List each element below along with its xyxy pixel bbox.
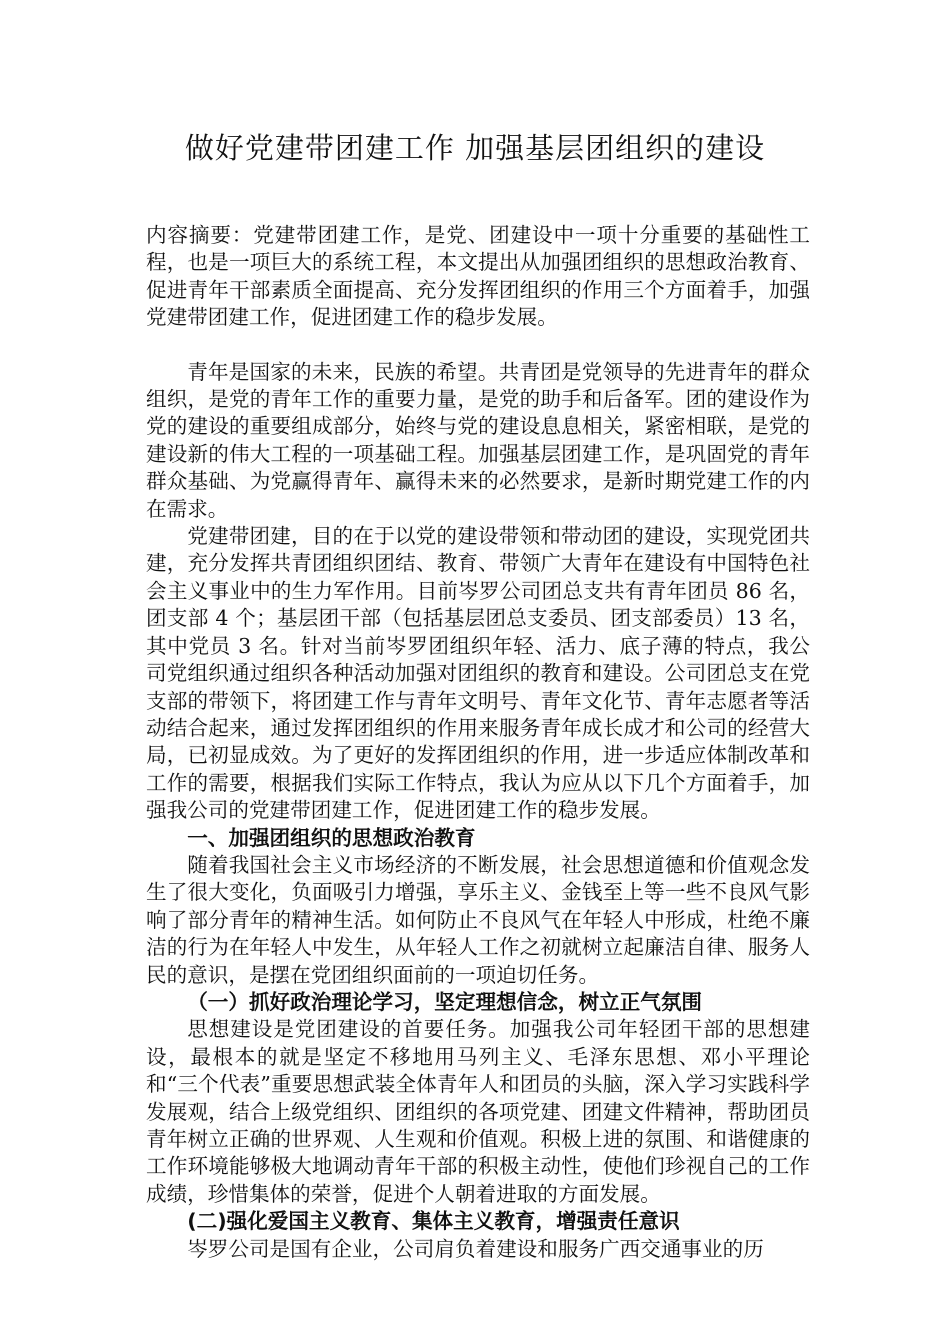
body-paragraph: 岑罗公司是国有企业，公司肩负着建设和服务广西交通事业的历 [187, 1236, 764, 1261]
body-paragraph: 党建带团建，目的在于以党的建设带领和带动团的建设，实现党团共建，充分发挥共青团组织团结、教育、带领广大青年在建设有中国特色社会主义事业中的生力军作用。目前岑罗公司团总支共有青年团员 86 名，团支部 4 个；基层团干部（包括基层团总支委员、团支部委员）13 名，其中党员 3 名。针对当前岑罗团组织年轻、活力、底子薄的特点，我公司党组织通过组织各种活动加强对团组织的教育和建设。公司团总支在党支部的带领下，将团建工作与青年文明号、青年文化节、青年志愿者等活动结合起来，通过发挥团组织的作用来服务青年成长成才和公司的经营大局，已初显成效。为了更好的发挥团组织的作用，进一步适应体制改革和工作的需要，根据我们实际工作特点，我认为应从以下几个方面着手，加强我公司的党建带团建工作，促进团建工作的稳步发展。 [146, 524, 810, 823]
subsection-heading: (二)强化爱国主义教育、集体主义教育，增强责任意识 [187, 1209, 680, 1234]
document-title: 做好党建带团建工作 加强基层团组织的建设 [184, 131, 766, 165]
subsection-heading: （一）抓好政治理论学习，坚定理想信念，树立正气氛围 [187, 989, 703, 1014]
document-body [146, 222, 810, 1263]
section-heading: 一、加强团组织的思想政治教育 [187, 825, 476, 850]
body-paragraph: 随着我国社会主义市场经济的不断发展，社会思想道德和价值观念发生了很大变化，负面吸引力增强，享乐主义、金钱至上等一些不良风气影响了部分青年的精神生活。如何防止不良风气在年轻人中形成，杜绝不廉洁的行为在年轻人中发生，从年轻人工作之初就树立起廉洁自律、服务人民的意识，是摆在党团组织面前的一项迫切任务。 [146, 852, 810, 987]
abstract-paragraph: 内容摘要：党建带团建工作，是党、团建设中一项十分重要的基础性工程，也是一项巨大的系统工程，本文提出从加强团组织的思想政治教育、促进青年干部素质全面提高、充分发挥团组织的作用三个方面着手，加强党建带团建工作，促进团建工作的稳步发展。 [146, 223, 810, 330]
body-paragraph: 青年是国家的未来，民族的希望。共青团是党领导的先进青年的群众组织，是党的青年工作的重要力量，是党的助手和后备军。团的建设作为党的建设的重要组成部分，始终与党的建设息息相关，紧密相联，是党的建设新的伟大工程的一项基础工程。加强基层团建工作，是巩固党的青年群众基础、为党赢得青年、赢得未来的必然要求，是新时期党建工作的内在需求。 [146, 359, 810, 521]
body-paragraph: 思想建设是党团建设的首要任务。加强我公司年轻团干部的思想建设，最根本的就是坚定不移地用马列主义、毛泽东思想、邓小平理论和“三个代表”重要思想武装全体青年人和团员的头脑，深入学习实践科学发展观，结合上级党组织、团组织的各项党建、团建文件精神，帮助团员青年树立正确的世界观、人生观和价值观。积极上进的氛围、和谐健康的工作环境能够极大地调动青年干部的积极主动性，使他们珍视自己的工作成绩，珍惜集体的荣誉，促进个人朝着进取的方面发展。 [146, 1017, 810, 1206]
